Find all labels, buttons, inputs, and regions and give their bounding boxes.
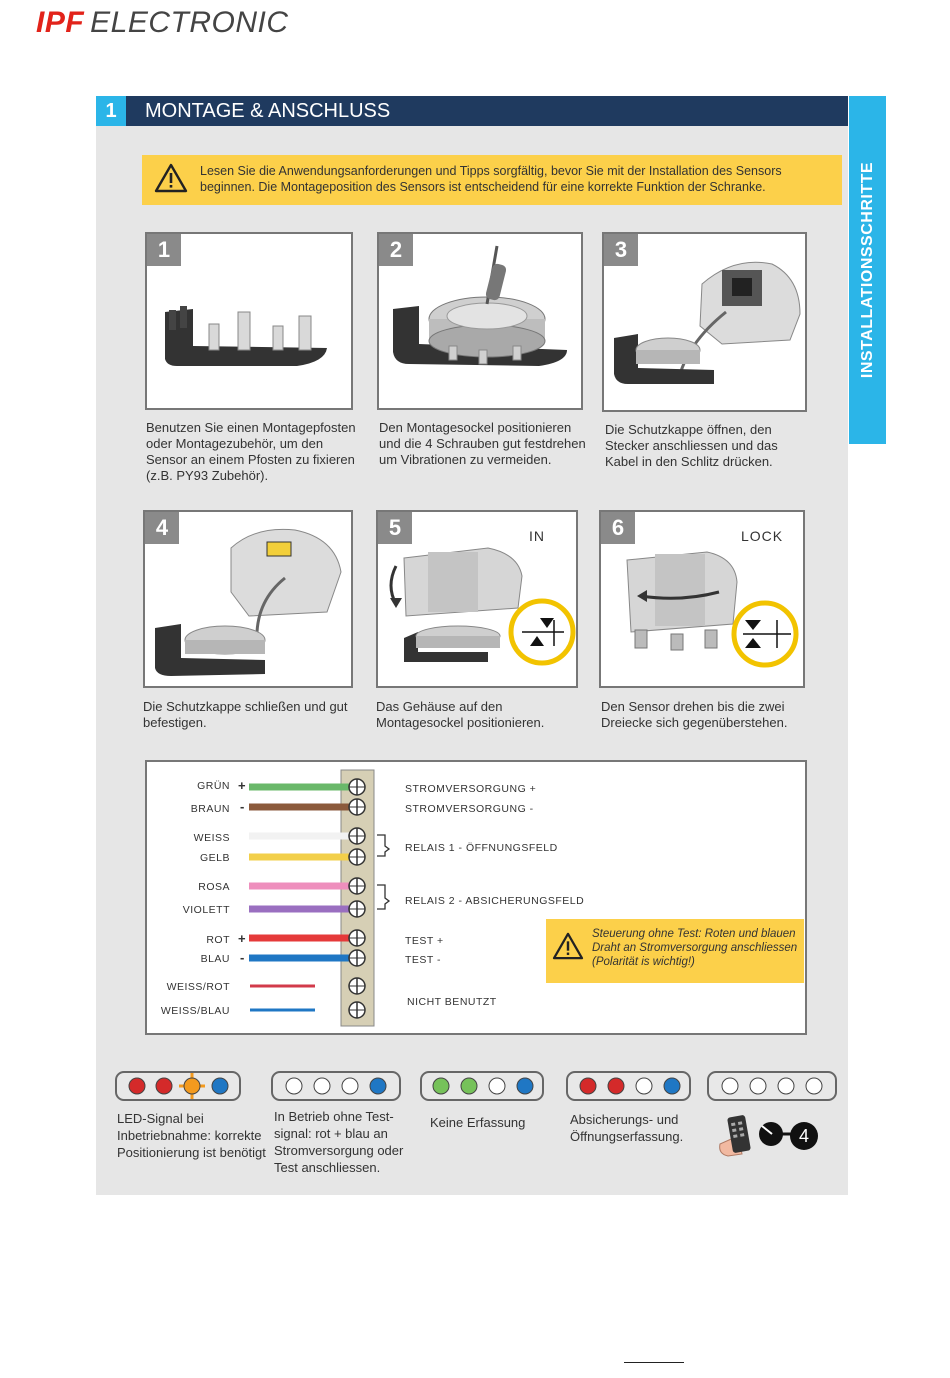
wire-label-weiss: WEISS [193, 832, 230, 844]
wire-label-blau: BLAU [200, 953, 230, 965]
function-relay-1: RELAIS 1 - ÖFFNUNGSFELD [405, 842, 558, 854]
step-1-caption: Benutzen Sie einen Montagepfosten oder Montagezubehör, um den Sensor an einem Pfosten zu fixieren (z.B. PY93 Zubehör). [146, 420, 356, 483]
warning-triangle-icon [154, 163, 188, 193]
led-caption-4: Absicherungs- und Öffnungserfassung. [570, 1112, 684, 1144]
step-3-caption: Die Schutzkappe öffnen, den Stecker anschliessen und das Kabel in den Schlitz drücken. [605, 422, 778, 469]
function-power-minus: STROMVERSORGUNG - [405, 803, 534, 815]
footer-rule [624, 1362, 684, 1363]
led-strip-3 [420, 1071, 544, 1101]
wire-label-gelb: GELB [199, 852, 230, 864]
led-off-icon [709, 1073, 835, 1099]
wire-label-gruen: GRÜN [197, 780, 230, 792]
led-strip-5 [707, 1071, 837, 1101]
warning-text: Lesen Sie die Anwendungsanforderungen und Tipps sorgfältig, bevor Sie mit der Installation des Sensors beginnen. Die Montageposition des Sensors ist entscheidend für eine korrekte Funktion der Schranke. [200, 164, 782, 194]
wire-label-rosa: ROSA [198, 881, 230, 893]
step-number: 5 [378, 512, 412, 544]
wire-sign: - [240, 950, 245, 965]
function-power-plus: STROMVERSORGUNG + [405, 783, 537, 795]
wire-label-weiss-blau: WEISS/BLAU [160, 1005, 230, 1017]
number-4-badge-icon: 4 [790, 1122, 818, 1150]
wire-sign: + [238, 931, 246, 946]
step-1-panel [145, 232, 353, 410]
step-number: 1 [147, 234, 181, 266]
led-caption-3: Keine Erfassung [430, 1115, 526, 1130]
step-4-caption: Die Schutzkappe schließen und gut befestigen. [143, 699, 348, 730]
step-6-caption: Den Sensor drehen bis die zwei Dreiecke sich gegenüberstehen. [601, 699, 788, 730]
led-no-detection-icon [422, 1073, 542, 1099]
logo-ipf: IPF [36, 6, 85, 39]
step-number: 2 [379, 234, 413, 266]
section-number: 1 [96, 96, 126, 126]
led-strip-2 [271, 1071, 401, 1101]
led-caption-2: In Betrieb ohne Test-signal: rot + blau an Stromversorgung oder Test anschliessen. [274, 1109, 404, 1175]
side-tab-label: INSTALLATIONSSCHRITTE [858, 161, 876, 379]
wire-sign: - [240, 799, 245, 814]
step-5-caption: Das Gehäuse auf den Montagesockel positionieren. [376, 699, 545, 730]
step-6-tag: LOCK [741, 528, 784, 544]
step-number: 4 [145, 512, 179, 544]
step-5-tag: IN [529, 528, 545, 544]
step-3-panel [602, 232, 807, 412]
led-caption-1: LED-Signal bei Inbetriebnahme: korrekte Positionierung ist benötigt [117, 1111, 266, 1160]
led-strip-1 [115, 1071, 241, 1101]
step-2-panel [377, 232, 583, 410]
wire-label-weiss-rot: WEISS/ROT [166, 981, 230, 993]
function-unused: NICHT BENUTZT [407, 996, 497, 1008]
wire-label-braun: BRAUN [190, 803, 230, 815]
function-test-plus: TEST + [405, 935, 444, 947]
function-test-minus: TEST - [405, 954, 442, 966]
step-2-caption: Den Montagesockel positionieren und die 4 Schrauben gut festdrehen um Vibrationen zu vermeiden. [379, 420, 586, 467]
step-5-panel [376, 510, 578, 688]
logo-electronic: ELECTRONIC [90, 6, 289, 39]
led-commissioning-icon [117, 1073, 239, 1099]
step-4-panel [143, 510, 353, 688]
function-relay-2: RELAIS 2 - ABSICHERUNGSFELD [405, 895, 585, 907]
warning-triangle-icon [552, 932, 584, 960]
led-no-test-icon [273, 1073, 399, 1099]
wire-label-violett: VIOLETT [182, 904, 230, 916]
section-title: MONTAGE & ANSCHLUSS [145, 100, 391, 122]
wire-sign: + [238, 778, 246, 793]
step-number: 6 [601, 512, 635, 544]
wiring-note-text: Steuerung ohne Test: Roten und blauen Draht an Stromversorgung anschliessen (Polarität is wichtig!) [592, 928, 798, 968]
step-number: 3 [604, 234, 638, 266]
wire-label-rot: ROT [206, 934, 230, 946]
brand-logo [36, 6, 289, 40]
led-strip-4 [566, 1071, 691, 1101]
led-detection-icon [568, 1073, 689, 1099]
